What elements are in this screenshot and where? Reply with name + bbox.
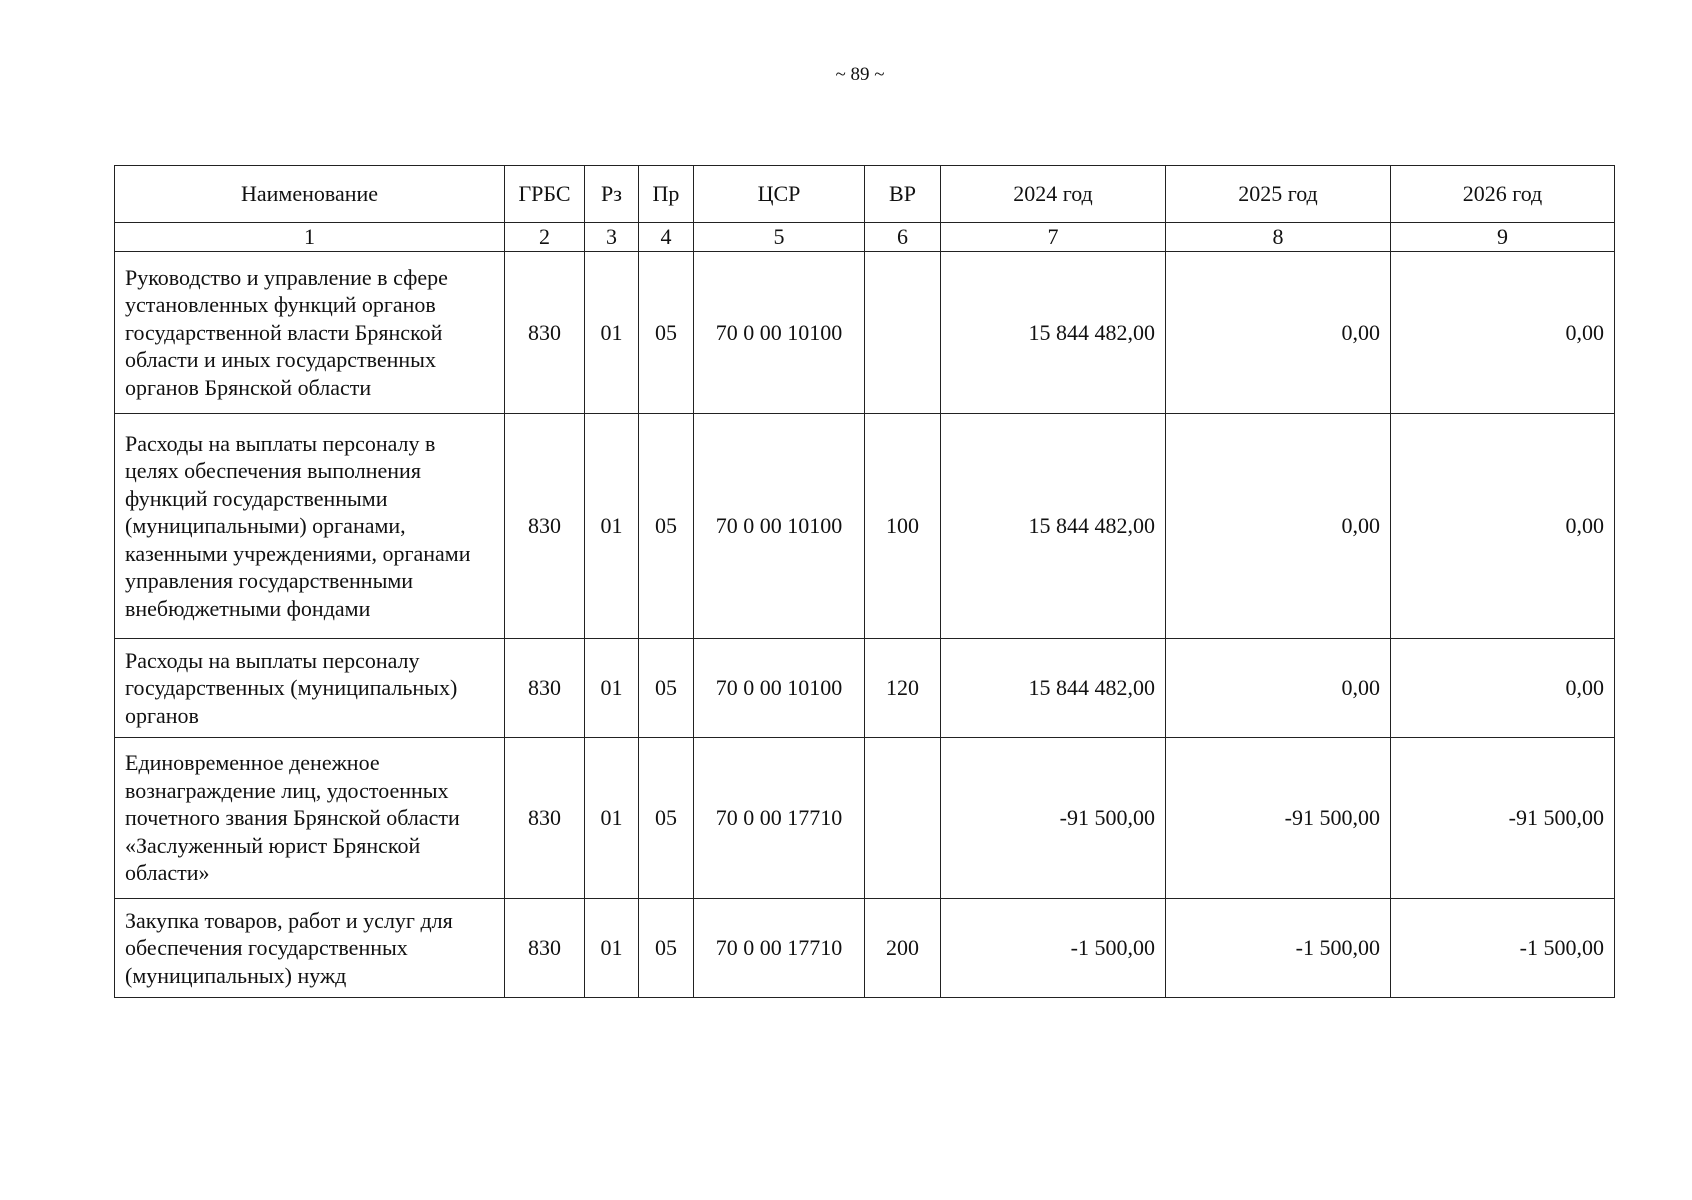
row-vr	[865, 252, 941, 414]
row-2025: 0,00	[1166, 414, 1391, 639]
row-2026: -91 500,00	[1391, 738, 1615, 899]
row-name: Расходы на выплаты персоналу государственных (муниципальных) органов	[115, 639, 505, 738]
header-vr: ВР	[865, 166, 941, 223]
row-vr	[865, 738, 941, 899]
row-name: Единовременное денежное вознаграждение лиц, удостоенных почетного звания Брянской области «Заслуженный юрист Брянской области»	[115, 738, 505, 899]
table-row	[115, 738, 1615, 899]
page-number: ~ 89 ~	[835, 64, 885, 85]
header-name: Наименование	[115, 166, 505, 223]
column-number: 4	[639, 223, 694, 252]
row-2024: -1 500,00	[941, 899, 1166, 998]
row-csr: 70 0 00 17710	[694, 899, 865, 998]
row-2026: -1 500,00	[1391, 899, 1615, 998]
header-rz: Рз	[585, 166, 639, 223]
row-csr: 70 0 00 10100	[694, 252, 865, 414]
column-number: 8	[1166, 223, 1391, 252]
row-rz: 01	[585, 414, 639, 639]
row-name: Закупка товаров, работ и услуг для обеспечения государственных (муниципальных) нужд	[115, 899, 505, 998]
column-number: 9	[1391, 223, 1615, 252]
row-grbs: 830	[505, 738, 585, 899]
row-grbs: 830	[505, 414, 585, 639]
row-pr: 05	[639, 899, 694, 998]
row-2024: 15 844 482,00	[941, 252, 1166, 414]
row-vr: 120	[865, 639, 941, 738]
header-row	[115, 166, 1615, 223]
row-vr: 200	[865, 899, 941, 998]
header-csr: ЦСР	[694, 166, 865, 223]
row-pr: 05	[639, 738, 694, 899]
row-name: Руководство и управление в сфере установленных функций органов государственной власти Брянской области и иных государственных органов Брянской области	[115, 252, 505, 414]
row-2026: 0,00	[1391, 639, 1615, 738]
row-2024: -91 500,00	[941, 738, 1166, 899]
column-number: 5	[694, 223, 865, 252]
column-number-row	[115, 223, 1615, 252]
column-number: 6	[865, 223, 941, 252]
row-rz: 01	[585, 899, 639, 998]
column-number: 7	[941, 223, 1166, 252]
row-rz: 01	[585, 738, 639, 899]
header-grbs: ГРБС	[505, 166, 585, 223]
row-pr: 05	[639, 252, 694, 414]
budget-table	[114, 165, 1615, 998]
row-rz: 01	[585, 639, 639, 738]
row-csr: 70 0 00 17710	[694, 738, 865, 899]
row-pr: 05	[639, 414, 694, 639]
row-2025: 0,00	[1166, 639, 1391, 738]
table-row	[115, 639, 1615, 738]
table-row	[115, 414, 1615, 639]
row-2025: 0,00	[1166, 252, 1391, 414]
table-row	[115, 252, 1615, 414]
row-csr: 70 0 00 10100	[694, 414, 865, 639]
row-rz: 01	[585, 252, 639, 414]
row-name: Расходы на выплаты персоналу в целях обеспечения выполнения функций государственными (муниципальными) органами, казенными учреждениями, органами управления государственными внебюджетными фондами	[115, 414, 505, 639]
row-vr: 100	[865, 414, 941, 639]
row-2026: 0,00	[1391, 414, 1615, 639]
column-number: 3	[585, 223, 639, 252]
row-2025: -91 500,00	[1166, 738, 1391, 899]
table-row	[115, 899, 1615, 998]
row-2026: 0,00	[1391, 252, 1615, 414]
row-2024: 15 844 482,00	[941, 639, 1166, 738]
header-pr: Пр	[639, 166, 694, 223]
header-2026: 2026 год	[1391, 166, 1615, 223]
header-2024: 2024 год	[941, 166, 1166, 223]
row-csr: 70 0 00 10100	[694, 639, 865, 738]
column-number: 2	[505, 223, 585, 252]
header-2025: 2025 год	[1166, 166, 1391, 223]
row-grbs: 830	[505, 252, 585, 414]
column-number: 1	[115, 223, 505, 252]
row-2025: -1 500,00	[1166, 899, 1391, 998]
row-2024: 15 844 482,00	[941, 414, 1166, 639]
row-grbs: 830	[505, 639, 585, 738]
row-pr: 05	[639, 639, 694, 738]
row-grbs: 830	[505, 899, 585, 998]
